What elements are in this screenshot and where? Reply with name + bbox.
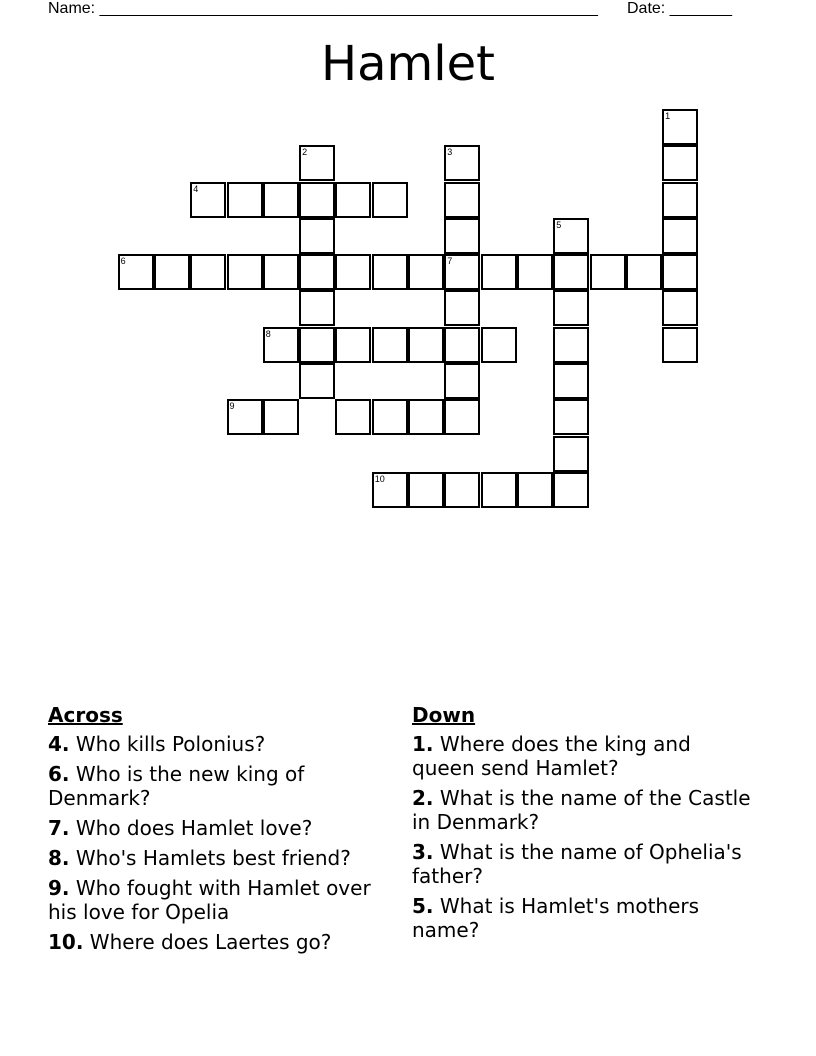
crossword-cell[interactable] — [553, 363, 589, 399]
crossword-cell[interactable] — [190, 182, 226, 218]
clue-text: What is Hamlet's mothers name? — [412, 894, 700, 942]
crossword-cell[interactable] — [662, 109, 698, 145]
down-heading: Down — [412, 703, 476, 727]
clue-number-label: 1 — [665, 110, 671, 121]
crossword-cell[interactable] — [444, 399, 480, 435]
crossword-cell[interactable] — [444, 290, 480, 326]
crossword-cell[interactable] — [408, 399, 444, 435]
across-clue — [48, 930, 393, 954]
crossword-cell[interactable] — [299, 363, 335, 399]
page-title: Hamlet — [321, 36, 495, 92]
crossword-cell[interactable] — [335, 254, 371, 290]
across-clue — [48, 876, 393, 924]
clue-number: 2. — [412, 786, 434, 810]
across-clues — [48, 702, 393, 960]
crossword-cell[interactable] — [299, 145, 335, 181]
crossword-cell[interactable] — [263, 182, 299, 218]
crossword-cell[interactable] — [372, 472, 408, 508]
clue-text: What is the name of the Castle in Denmark? — [412, 786, 751, 834]
crossword-cell[interactable] — [299, 182, 335, 218]
crossword-cell[interactable] — [444, 218, 480, 254]
clue-number-label: 7 — [447, 256, 453, 267]
crossword-cell[interactable] — [372, 399, 408, 435]
crossword-cell[interactable] — [553, 327, 589, 363]
crossword-cell[interactable] — [227, 399, 263, 435]
name-field-label: Name: ________________________________________________________ — [48, 0, 598, 17]
crossword-cell[interactable] — [408, 472, 444, 508]
across-heading: Across — [48, 703, 123, 727]
crossword-cell[interactable] — [335, 399, 371, 435]
crossword-cell[interactable] — [190, 254, 226, 290]
clue-number: 3. — [412, 840, 434, 864]
crossword-cell[interactable] — [154, 254, 190, 290]
across-clue — [48, 762, 393, 810]
crossword-cell[interactable] — [553, 399, 589, 435]
crossword-cell[interactable] — [517, 254, 553, 290]
crossword-cell[interactable] — [118, 254, 154, 290]
down-clue — [412, 786, 752, 834]
crossword-cell[interactable] — [263, 327, 299, 363]
crossword-cell[interactable] — [444, 145, 480, 181]
clue-number-label: 10 — [374, 473, 385, 484]
clue-number-label: 8 — [265, 328, 271, 339]
crossword-cell[interactable] — [590, 254, 626, 290]
clue-number: 1. — [412, 732, 434, 756]
clue-number-label: 4 — [193, 183, 199, 194]
clue-number: 7. — [48, 816, 70, 840]
clue-number: 9. — [48, 876, 70, 900]
crossword-cell[interactable] — [553, 218, 589, 254]
down-clue — [412, 894, 752, 942]
crossword-cell[interactable] — [444, 254, 480, 290]
crossword-cell[interactable] — [662, 254, 698, 290]
crossword-cell[interactable] — [553, 254, 589, 290]
down-clue — [412, 732, 752, 780]
crossword-cell[interactable] — [335, 182, 371, 218]
across-clue — [48, 816, 393, 840]
clue-number: 10. — [48, 930, 84, 954]
crossword-cell[interactable] — [263, 399, 299, 435]
clue-number-label: 5 — [556, 219, 562, 230]
clue-text: Who's Hamlets best friend? — [75, 846, 351, 870]
crossword-cell[interactable] — [481, 472, 517, 508]
down-clue — [412, 840, 752, 888]
clue-number-label: 9 — [229, 401, 235, 412]
crossword-cell[interactable] — [553, 290, 589, 326]
crossword-cell[interactable] — [227, 182, 263, 218]
crossword-cell[interactable] — [444, 327, 480, 363]
clue-number: 6. — [48, 762, 70, 786]
crossword-cell[interactable] — [662, 145, 698, 181]
crossword-cell[interactable] — [263, 254, 299, 290]
crossword-cell[interactable] — [299, 290, 335, 326]
crossword-cell[interactable] — [662, 327, 698, 363]
crossword-cell[interactable] — [662, 182, 698, 218]
crossword-cell[interactable] — [444, 472, 480, 508]
across-clue — [48, 732, 393, 756]
clue-text: Where does the king and queen send Hamlet? — [412, 732, 691, 780]
crossword-cell[interactable] — [444, 363, 480, 399]
crossword-cell[interactable] — [299, 218, 335, 254]
crossword-cell[interactable] — [372, 254, 408, 290]
across-clue — [48, 846, 393, 870]
clue-text: Where does Laertes go? — [89, 930, 332, 954]
clue-number-label: 6 — [120, 256, 126, 267]
crossword-cell[interactable] — [662, 290, 698, 326]
crossword-cell[interactable] — [662, 218, 698, 254]
clue-number: 8. — [48, 846, 70, 870]
crossword-cell[interactable] — [481, 327, 517, 363]
crossword-cell[interactable] — [372, 182, 408, 218]
clue-number: 5. — [412, 894, 434, 918]
crossword-cell[interactable] — [335, 327, 371, 363]
crossword-cell[interactable] — [299, 254, 335, 290]
clue-text: Who does Hamlet love? — [75, 816, 313, 840]
down-clues — [412, 702, 752, 948]
crossword-cell[interactable] — [408, 327, 444, 363]
crossword-cell[interactable] — [299, 327, 335, 363]
date-field-label: Date: _______ — [627, 0, 732, 17]
clue-text: Who kills Polonius? — [75, 732, 266, 756]
crossword-cell[interactable] — [517, 472, 553, 508]
clue-number-label: 2 — [302, 147, 308, 158]
clue-text: Who is the new king of Denmark? — [48, 762, 305, 810]
crossword-cell[interactable] — [408, 254, 444, 290]
clue-text: Who fought with Hamlet over his love for Opelia — [48, 876, 371, 924]
crossword-cell[interactable] — [553, 436, 589, 472]
crossword-cell[interactable] — [227, 254, 263, 290]
clue-number: 4. — [48, 732, 70, 756]
crossword-cell[interactable] — [372, 327, 408, 363]
clue-text: What is the name of Ophelia's father? — [412, 840, 742, 888]
crossword-cell[interactable] — [481, 254, 517, 290]
clue-number-label: 3 — [447, 147, 453, 158]
crossword-cell[interactable] — [444, 182, 480, 218]
crossword-cell[interactable] — [553, 472, 589, 508]
crossword-cell[interactable] — [626, 254, 662, 290]
